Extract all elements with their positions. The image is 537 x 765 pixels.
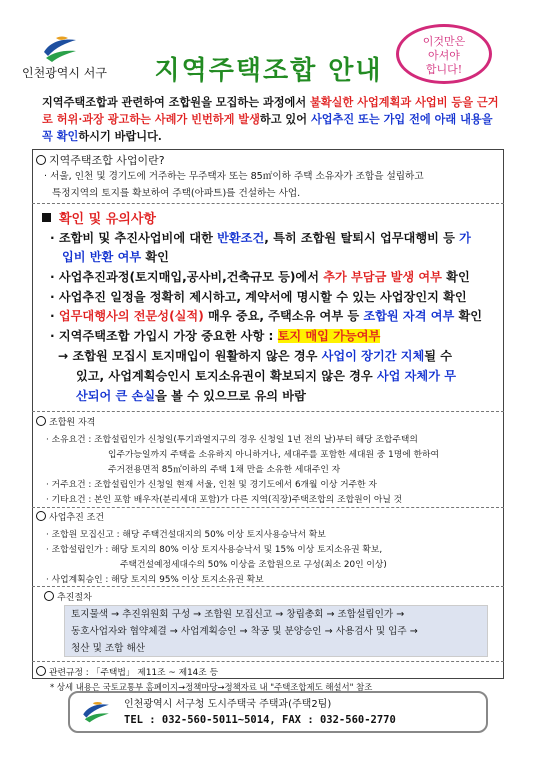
circle-bullet-icon	[36, 416, 46, 426]
qual-heading: 조합원 자격	[36, 415, 95, 428]
divider	[32, 661, 504, 662]
circle-bullet-icon	[44, 591, 54, 601]
qual-own-3: 주거전용면적 85㎡이하의 주택 1채 만을 소유한 세대주인 자	[108, 465, 341, 475]
qual-res: · 거주요건 : 조합설립인가 신청일 현재 서울, 인천 및 경기도에서 6개월 이상 거주한 자	[46, 480, 377, 490]
org-name: 인천광역시 서구	[22, 66, 107, 80]
check-item-3: · 사업추진 일정을 정확히 제시하고, 계약서에 명시할 수 있는 사업장인지 확인	[50, 290, 467, 304]
footer-dept: 인천광역시 서구청 도시주택국 주택과(주택2팀)	[124, 699, 332, 710]
check-item-1: · 조합비 및 추진사업비에 대한 반환조건, 특히 조합원 탈퇴시 업무대행비 등 가	[50, 231, 471, 245]
what-line-2: 특정지역의 토지를 확보하여 주택(아파트)를 건설하는 사업.	[52, 188, 301, 199]
check-item-1b: 입비 반환 여부 확인	[62, 250, 169, 264]
qual-etc: · 기타요건 : 본인 포함 배우자(분리세대 포함)가 다른 지역(직장)주택조합의 조합원이 아닐 것	[46, 495, 403, 505]
related-note: * 상세 내용은 국토교통부 홈페이지→정책마당→정책자료 내 "주택조합제도 해설서" 참조	[50, 682, 373, 692]
check-item-6b: 있고, 사업계획승인시 토지소유권이 확보되지 않은 경우 사업 자체가 무	[76, 369, 456, 383]
check-item-2: · 사업추진과정(토지매입,공사비,건축규모 등)에서 추가 부담금 발생 여부 확인	[50, 270, 470, 284]
divider	[32, 586, 504, 587]
check-item-4: · 업무대행사의 전문성(실적) 매우 중요, 주택소유 여부 등 조합원 자격 여부 확인	[50, 309, 483, 323]
divider	[32, 507, 504, 508]
proj-row-2: · 조합설립인가 : 해당 토지의 80% 이상 토지사용승낙서 및 15% 이상 토지소유권 확보,	[46, 545, 383, 555]
circle-bullet-icon	[36, 511, 46, 521]
circle-bullet-icon	[36, 155, 46, 165]
proj-row-1: · 조합원 모집신고 : 해당 주택건설대지의 50% 이상 토지사용승낙서 확보	[46, 530, 326, 540]
procedure-box: 토지물색 → 추진위원회 구성 → 조합원 모집신고 → 창립총회 → 조합설립인가 → 동호사업자와 협약체결 → 사업계획승인 → 착공 및 분양승인 → 사용검사 및 입주 → 청산 및 조합 해산	[64, 605, 488, 657]
qual-own-1: · 소유요건 : 조합설립인가 신청일(투기과열지구의 경우 신청일 1년 전의 날)부터 해당 조합주택의	[46, 435, 418, 445]
circle-bullet-icon	[36, 666, 46, 676]
qual-own-2: 입주가능일까지 주택을 소유하지 아니하거나, 세대주를 포함한 세대원 중 1명에 한하여	[108, 450, 439, 460]
page-title: 지역주택조합 안내	[154, 56, 383, 86]
check-item-6c: 산되어 큰 손실을 볼 수 있으므로 유의 바람	[76, 389, 306, 403]
notice-bubble: 이것만은 아셔야 합니다!	[396, 24, 492, 84]
proj-row-3: 주택건설예정세대수의 50% 이상을 조합원으로 구성(최소 20인 이상)	[120, 560, 387, 570]
divider	[32, 411, 504, 412]
divider	[32, 203, 504, 204]
check-item-6: → 조합원 모집시 토지매입이 원활하지 않은 경우 사업이 장기간 지체될 수	[58, 349, 453, 363]
check-heading: 확인 및 유의사항	[42, 208, 156, 227]
related-law: 관련규정 : 「주택법」 제11조 ~ 제14조 등	[36, 665, 218, 678]
proj-heading: 사업추진 조건	[36, 510, 104, 523]
footer-contact: TEL : 032-560-5011~5014, FAX : 032-560-2770	[124, 714, 396, 726]
proj-row-4: · 사업계획승인 : 해당 토지의 95% 이상 토지소유권 확보	[46, 575, 264, 585]
square-bullet-icon	[42, 213, 51, 222]
procedure-heading: 추진절차	[44, 590, 92, 603]
what-heading: 지역주택조합 사업이란?	[36, 152, 165, 168]
check-item-5: · 지역주택조합 가입시 가장 중요한 사항 : 토지 매입 가능여부	[50, 329, 381, 343]
incheon-logo-icon	[80, 700, 112, 724]
intro-paragraph: 지역주택조합과 관련하여 조합원을 모집하는 과정에서 불확실한 사업계획과 사업비 등을 근거로 허위·과장 광고하는 사례가 빈번하게 발생하고 있어 사업추진 또는 가입 전에 아래 내용을 꼭 확인하시기 바랍니다.	[42, 95, 499, 143]
what-line-1: · 서울, 인천 및 경기도에 거주하는 무주택자 또는 85㎡이하 주택 소유자가 조합을 설립하고	[44, 171, 424, 182]
